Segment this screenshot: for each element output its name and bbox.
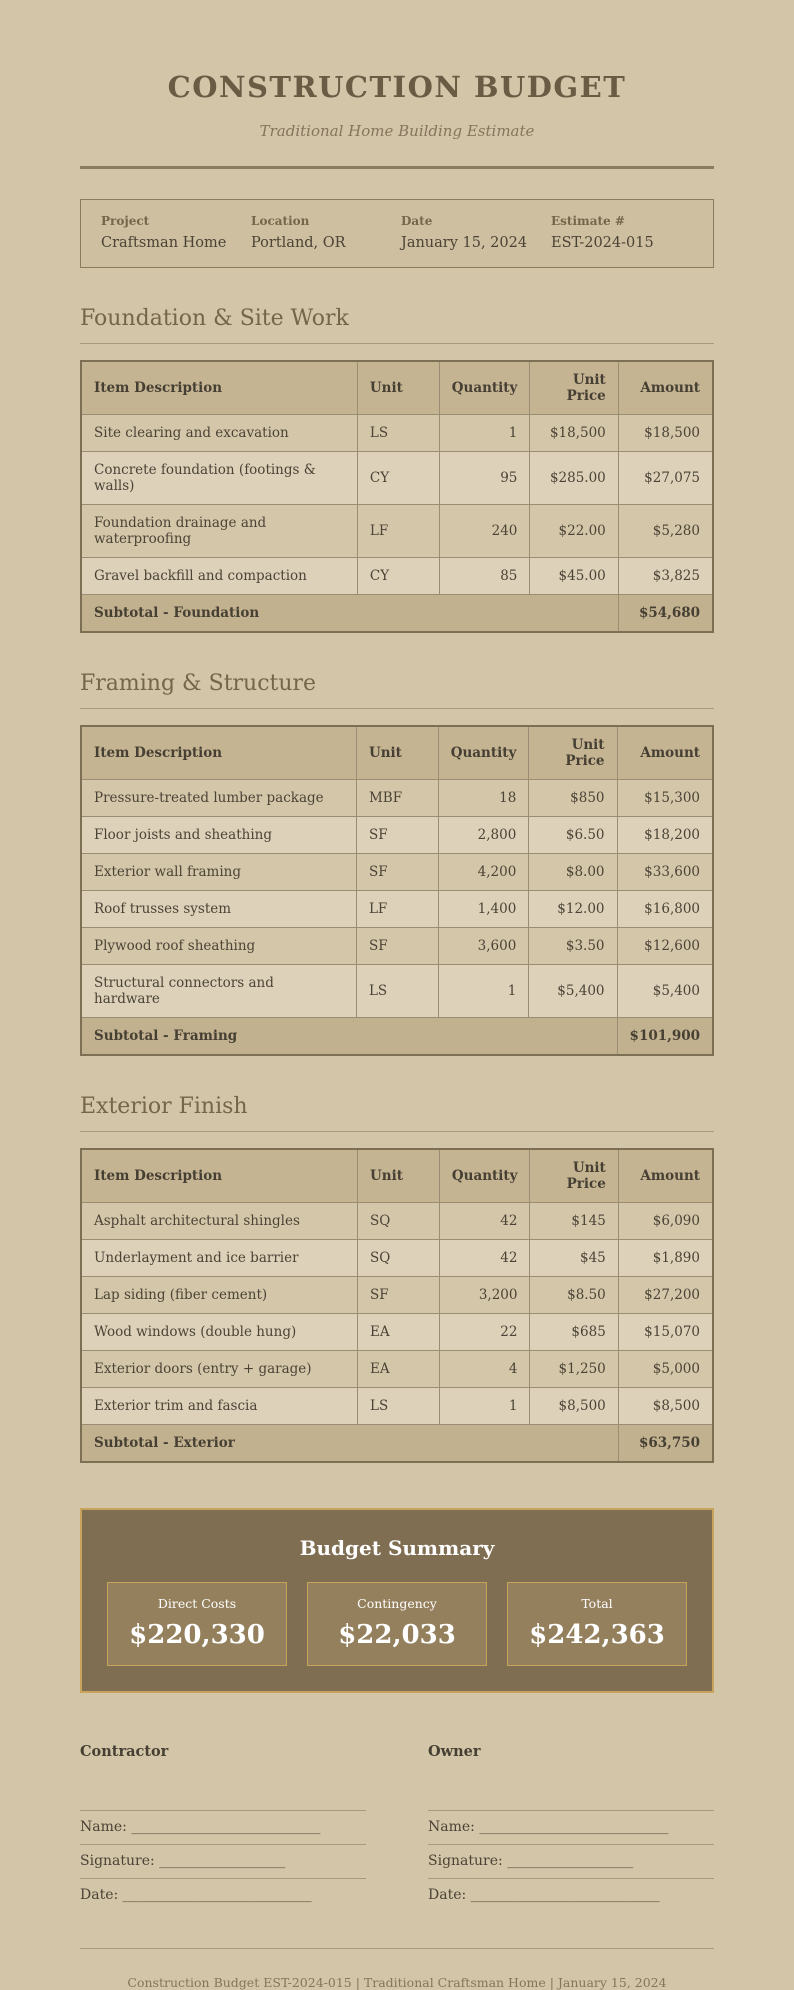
project-field-label: Project	[101, 214, 150, 228]
cell-unit-price: $45.00	[530, 558, 618, 595]
table-row	[81, 965, 713, 1018]
cell-description: Site clearing and excavation	[81, 415, 357, 452]
cell-quantity: 1	[439, 415, 530, 452]
cell-description: Underlayment and ice barrier	[81, 1240, 357, 1277]
cell-amount: $5,280	[618, 505, 713, 558]
signature-field-date	[428, 1878, 714, 1912]
header-item-description: Item Description	[81, 1149, 357, 1203]
section-title: Foundation & Site Work	[80, 306, 714, 344]
table-foot	[81, 595, 713, 633]
cell-amount: $27,200	[618, 1277, 713, 1314]
cell-quantity: 42	[439, 1203, 530, 1240]
signature-field-label: Date:	[80, 1887, 119, 1903]
signature-field-line: __________________	[159, 1853, 286, 1869]
cell-unit: SQ	[357, 1203, 439, 1240]
cell-description: Lap siding (fiber cement)	[81, 1277, 357, 1314]
table-row	[81, 505, 713, 558]
project-field-value: EST-2024-015	[551, 235, 654, 251]
subtotal-label: Subtotal - Exterior	[81, 1425, 618, 1463]
cell-unit-price: $6.50	[529, 817, 617, 854]
signature-field-label: Date:	[428, 1887, 467, 1903]
table-row	[81, 1277, 713, 1314]
cell-unit: CY	[357, 558, 439, 595]
cell-quantity: 4,200	[438, 854, 529, 891]
signature-field-line: ___________________________	[470, 1887, 660, 1903]
cell-quantity: 1	[439, 1388, 530, 1425]
cell-description: Pressure-treated lumber package	[81, 780, 356, 817]
header-unit-price: Unit Price	[530, 1149, 618, 1203]
cell-unit: LF	[356, 891, 438, 928]
signature-field-signature	[80, 1844, 366, 1878]
project-field-project	[101, 214, 243, 251]
cell-unit: LS	[356, 965, 438, 1018]
header-quantity: Quantity	[438, 726, 529, 780]
section-title: Framing & Structure	[80, 671, 714, 709]
table-row	[81, 452, 713, 505]
cell-unit: EA	[357, 1314, 439, 1351]
cell-quantity: 22	[439, 1314, 530, 1351]
cell-amount: $15,300	[617, 780, 713, 817]
subtotal-row	[81, 1425, 713, 1463]
cell-description: Exterior wall framing	[81, 854, 356, 891]
cell-unit: LS	[357, 1388, 439, 1425]
table-row	[81, 928, 713, 965]
cell-unit-price: $12.00	[529, 891, 617, 928]
project-field-label: Estimate #	[551, 214, 625, 228]
cell-amount: $6,090	[618, 1203, 713, 1240]
cell-unit: SF	[356, 854, 438, 891]
signature-section	[80, 1743, 714, 1912]
signature-column-owner	[428, 1743, 714, 1912]
summary-grid	[107, 1582, 687, 1666]
cell-quantity: 4	[439, 1351, 530, 1388]
table-body	[81, 1203, 713, 1425]
table-head	[81, 361, 713, 415]
summary-card-amount: $22,033	[338, 1620, 456, 1650]
cell-amount: $15,070	[618, 1314, 713, 1351]
cell-unit-price: $850	[529, 780, 617, 817]
cell-quantity: 3,600	[438, 928, 529, 965]
cell-amount: $33,600	[617, 854, 713, 891]
signature-field-label: Name:	[80, 1819, 127, 1835]
project-field-estimate	[551, 214, 693, 251]
signature-field-line: ___________________________	[122, 1887, 312, 1903]
cell-unit-price: $18,500	[530, 415, 618, 452]
cell-unit-price: $1,250	[530, 1351, 618, 1388]
header-unit-price: Unit Price	[529, 726, 617, 780]
header-item-description: Item Description	[81, 361, 357, 415]
signature-party-label: Contractor	[80, 1743, 169, 1760]
cell-quantity: 1,400	[438, 891, 529, 928]
table-header-row	[81, 361, 713, 415]
cell-quantity: 2,800	[438, 817, 529, 854]
project-field-value: January 15, 2024	[401, 235, 528, 251]
cell-unit-price: $145	[530, 1203, 618, 1240]
cell-unit-price: $8.50	[530, 1277, 618, 1314]
header-amount: Amount	[617, 726, 713, 780]
project-field-label: Date	[401, 214, 433, 228]
cell-description: Plywood roof sheathing	[81, 928, 356, 965]
table-row	[81, 1388, 713, 1425]
cell-amount: $12,600	[617, 928, 713, 965]
cell-unit: SF	[357, 1277, 439, 1314]
subtotal-row	[81, 595, 713, 633]
subtotal-amount: $101,900	[617, 1018, 713, 1056]
cell-description: Exterior doors (entry + garage)	[81, 1351, 357, 1388]
footer-divider	[80, 1948, 714, 1949]
subtotal-amount: $54,680	[618, 595, 713, 633]
cell-unit: SQ	[357, 1240, 439, 1277]
cell-amount: $5,400	[617, 965, 713, 1018]
summary-title: Budget Summary	[299, 1536, 495, 1560]
cell-quantity: 18	[438, 780, 529, 817]
table-foot	[81, 1018, 713, 1056]
summary-card-amount: $242,363	[529, 1620, 665, 1650]
table-row	[81, 1351, 713, 1388]
cell-unit-price: $5,400	[529, 965, 617, 1018]
project-info-box	[80, 199, 714, 268]
cell-amount: $18,200	[617, 817, 713, 854]
signature-party-label: Owner	[428, 1743, 481, 1760]
footer-text: Construction Budget EST-2024-015 | Traditional Craftsman Home | January 15, 2024	[127, 1975, 667, 1990]
signature-field-line: __________________	[507, 1853, 634, 1869]
cell-description: Exterior trim and fascia	[81, 1388, 357, 1425]
cell-unit: LS	[357, 415, 439, 452]
cell-unit-price: $45	[530, 1240, 618, 1277]
table-row	[81, 891, 713, 928]
cell-description: Asphalt architectural shingles	[81, 1203, 357, 1240]
cell-description: Roof trusses system	[81, 891, 356, 928]
page-subtitle: Traditional Home Building Estimate	[259, 122, 535, 140]
cell-amount: $27,075	[618, 452, 713, 505]
page-title: CONSTRUCTION BUDGET	[167, 70, 627, 104]
cell-amount: $8,500	[618, 1388, 713, 1425]
subtotal-label: Subtotal - Framing	[81, 1018, 617, 1056]
header-amount: Amount	[618, 361, 713, 415]
cost-table-exterior-finish	[80, 1148, 714, 1463]
subtotal-amount: $63,750	[618, 1425, 713, 1463]
cell-unit: MBF	[356, 780, 438, 817]
cell-description: Wood windows (double hung)	[81, 1314, 357, 1351]
cell-unit: LF	[357, 505, 439, 558]
cell-description: Floor joists and sheathing	[81, 817, 356, 854]
project-field-label: Location	[251, 214, 310, 228]
table-row	[81, 1314, 713, 1351]
cell-unit-price: $22.00	[530, 505, 618, 558]
cell-unit-price: $8,500	[530, 1388, 618, 1425]
project-field-value: Craftsman Home	[101, 235, 227, 251]
summary-card-label: Contingency	[357, 1596, 437, 1611]
cell-description: Structural connectors and hardware	[81, 965, 356, 1018]
cell-quantity: 95	[439, 452, 530, 505]
project-field-value: Portland, OR	[251, 235, 346, 251]
table-body	[81, 415, 713, 595]
cell-unit: EA	[357, 1351, 439, 1388]
cell-quantity: 240	[439, 505, 530, 558]
cell-unit-price: $8.00	[529, 854, 617, 891]
header-unit-price: Unit Price	[530, 361, 618, 415]
header-quantity: Quantity	[439, 1149, 530, 1203]
project-field-location	[251, 214, 393, 251]
table-row	[81, 780, 713, 817]
cell-quantity: 1	[438, 965, 529, 1018]
table-row	[81, 1240, 713, 1277]
cell-description: Foundation drainage and waterproofing	[81, 505, 357, 558]
section-exterior-finish	[80, 1094, 714, 1463]
table-row	[81, 415, 713, 452]
table-head	[81, 1149, 713, 1203]
header-unit: Unit	[357, 361, 439, 415]
signature-field-name	[428, 1810, 714, 1844]
table-foot	[81, 1425, 713, 1463]
table-header-row	[81, 1149, 713, 1203]
table-row	[81, 854, 713, 891]
cell-unit: SF	[356, 817, 438, 854]
header-divider	[80, 166, 714, 169]
section-title: Exterior Finish	[80, 1094, 714, 1132]
budget-summary	[80, 1508, 714, 1693]
signature-field-name	[80, 1810, 366, 1844]
signature-field-label: Signature:	[428, 1853, 503, 1869]
summary-card-total	[507, 1582, 687, 1666]
summary-card-contingency	[307, 1582, 487, 1666]
cell-unit-price: $285.00	[530, 452, 618, 505]
header-unit: Unit	[357, 1149, 439, 1203]
signature-space	[428, 1760, 714, 1810]
header-unit: Unit	[356, 726, 438, 780]
cell-quantity: 42	[439, 1240, 530, 1277]
table-row	[81, 1203, 713, 1240]
cell-quantity: 3,200	[439, 1277, 530, 1314]
header-item-description: Item Description	[81, 726, 356, 780]
section-foundation-site-work	[80, 306, 714, 633]
header-amount: Amount	[618, 1149, 713, 1203]
cell-unit-price: $3.50	[529, 928, 617, 965]
cell-description: Concrete foundation (footings & walls)	[81, 452, 357, 505]
subtotal-label: Subtotal - Foundation	[81, 595, 618, 633]
table-body	[81, 780, 713, 1018]
cell-unit: CY	[357, 452, 439, 505]
cost-table-framing-structure	[80, 725, 714, 1056]
cell-amount: $18,500	[618, 415, 713, 452]
cell-amount: $16,800	[617, 891, 713, 928]
cell-unit-price: $685	[530, 1314, 618, 1351]
cell-quantity: 85	[439, 558, 530, 595]
cell-unit: SF	[356, 928, 438, 965]
cost-table-foundation-site-work	[80, 360, 714, 633]
cell-amount: $5,000	[618, 1351, 713, 1388]
table-head	[81, 726, 713, 780]
signature-field-line: ___________________________	[131, 1819, 321, 1835]
cell-description: Gravel backfill and compaction	[81, 558, 357, 595]
signature-field-signature	[428, 1844, 714, 1878]
signature-field-label: Name:	[428, 1819, 475, 1835]
summary-card-label: Direct Costs	[157, 1596, 237, 1611]
summary-card-label: Total	[581, 1596, 613, 1611]
table-header-row	[81, 726, 713, 780]
summary-card-amount: $220,330	[129, 1620, 265, 1650]
table-row	[81, 817, 713, 854]
header-quantity: Quantity	[439, 361, 530, 415]
signature-column-contractor	[80, 1743, 366, 1912]
summary-card-direct-costs	[107, 1582, 287, 1666]
section-framing-structure	[80, 671, 714, 1056]
table-row	[81, 558, 713, 595]
cell-amount: $1,890	[618, 1240, 713, 1277]
cell-amount: $3,825	[618, 558, 713, 595]
signature-field-date	[80, 1878, 366, 1912]
signature-field-line: ___________________________	[479, 1819, 669, 1835]
project-field-date	[401, 214, 543, 251]
signature-field-label: Signature:	[80, 1853, 155, 1869]
subtotal-row	[81, 1018, 713, 1056]
signature-space	[80, 1760, 366, 1810]
